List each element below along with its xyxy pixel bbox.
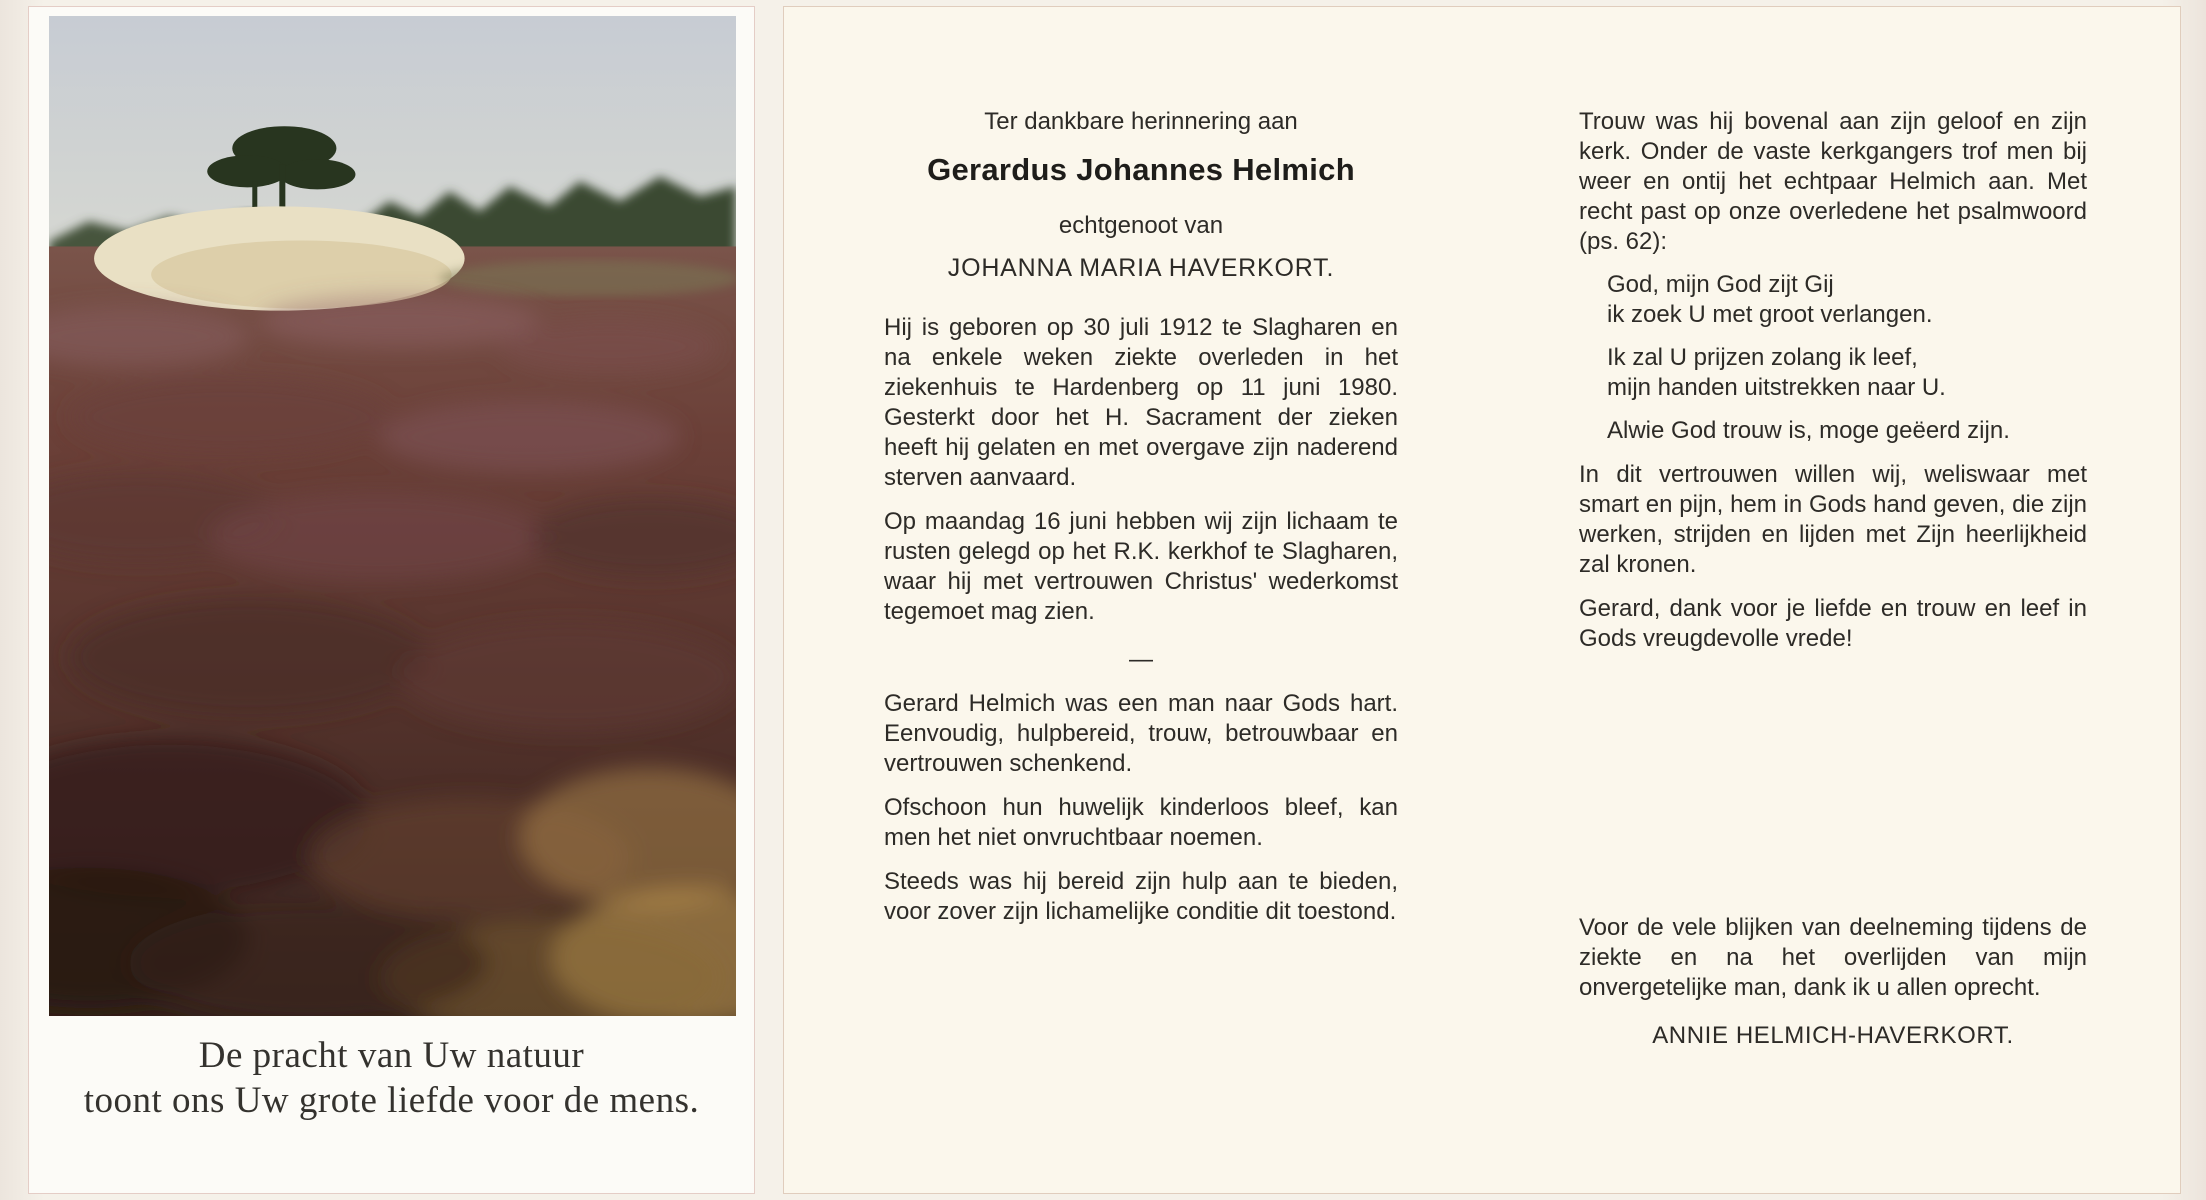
right-card-panel [783,6,2181,1194]
psalm-verse-2 [1579,343,2087,403]
psalm-verse-1 [1579,270,2087,330]
paragraph-farewell: Gerard, dank voor je liefde en trouw en leef in Gods vreugdevolle vrede! [1579,595,2087,652]
paragraph-birth-death: Hij is geboren op 30 juli 1912 te Slagharen en na enkele weken ziekte overleden in het ziekenhuis te Hardenberg op 11 juni 1980. Gesterkt door het H. Sacrament der zieken heeft hij gelaten en met overgave zijn naderend sterven aanvaard. [884,314,1398,491]
deceased-name: Gerardus Johannes Helmich [927,152,1355,187]
paragraph-trust: In dit vertrouwen willen wij, weliswaar met smart en pijn, hem in Gods hand geven, die zijn werken, strijden en lijden met Zijn heerlijkheid zal kronen. [1579,461,2087,578]
section-divider: — [1129,646,1153,673]
paragraph-faith: Trouw was hij bovenal aan zijn geloof en zijn kerk. Onder de vaste kerkgangers trof men bij weer en ontij het echtpaar Helmich aan. Met recht past op onze overledene het psalmwoord (ps. 62): [1579,108,2087,255]
signature-name: ANNIE HELMICH-HAVERKORT. [1652,1022,2014,1049]
heather-landscape-photo [49,16,736,1016]
landscape-illustration [49,16,736,1016]
faith-text-column [1579,107,2087,1177]
spouse-name: JOHANNA MARIA HAVERKORT. [947,254,1335,282]
psalm-line: ik zoek U met groot verlangen. [1607,301,1933,328]
caption-line-1: De pracht van Uw natuur [198,1035,585,1076]
paragraph-burial: Op maandag 16 juni hebben wij zijn lichaam te rusten gelegd op het R.K. kerkhof te Slagharen, waar hij met vertrouwen Christus' wederkomst tegemoet mag zien. [884,508,1398,625]
photo-caption [29,1033,754,1123]
memorial-intro: Ter dankbare herinnering aan [984,108,1298,135]
acknowledgement-text: Voor de vele blijken van deelneming tijdens de ziekte en na het overlijden van mijn onvergetelijke man, dank ik u allen oprecht. [1579,914,2087,1001]
left-card-panel [28,6,755,1194]
paragraph-tribute-2: Ofschoon hun huwelijk kinderloos bleef, kan men het niet onvruchtbaar noemen. [884,794,1398,851]
psalm-line: Ik zal U prijzen zolang ik leef, [1607,344,1918,371]
acknowledgement-block [1579,913,2087,1051]
paragraph-tribute-3: Steeds was hij bereid zijn hulp aan te bieden, voor zover zijn lichamelijke conditie dit toestond. [884,868,1398,925]
memorial-text-column [884,107,1398,927]
caption-line-2: toont ons Uw grote liefde voor de mens. [83,1080,700,1122]
psalm-line: mijn handen uitstrekken naar U. [1607,374,1946,401]
psalm-verse-3 [1579,416,2087,446]
relation-label: echtgenoot van [1058,212,1224,239]
paragraph-tribute-1: Gerard Helmich was een man naar Gods hart. Eenvoudig, hulpbereid, trouw, betrouwbaar en vertrouwen schenkend. [884,690,1398,777]
psalm-line: Alwie God trouw is, moge geëerd zijn. [1607,417,2010,444]
psalm-line: God, mijn God zijt Gij [1607,271,1834,298]
